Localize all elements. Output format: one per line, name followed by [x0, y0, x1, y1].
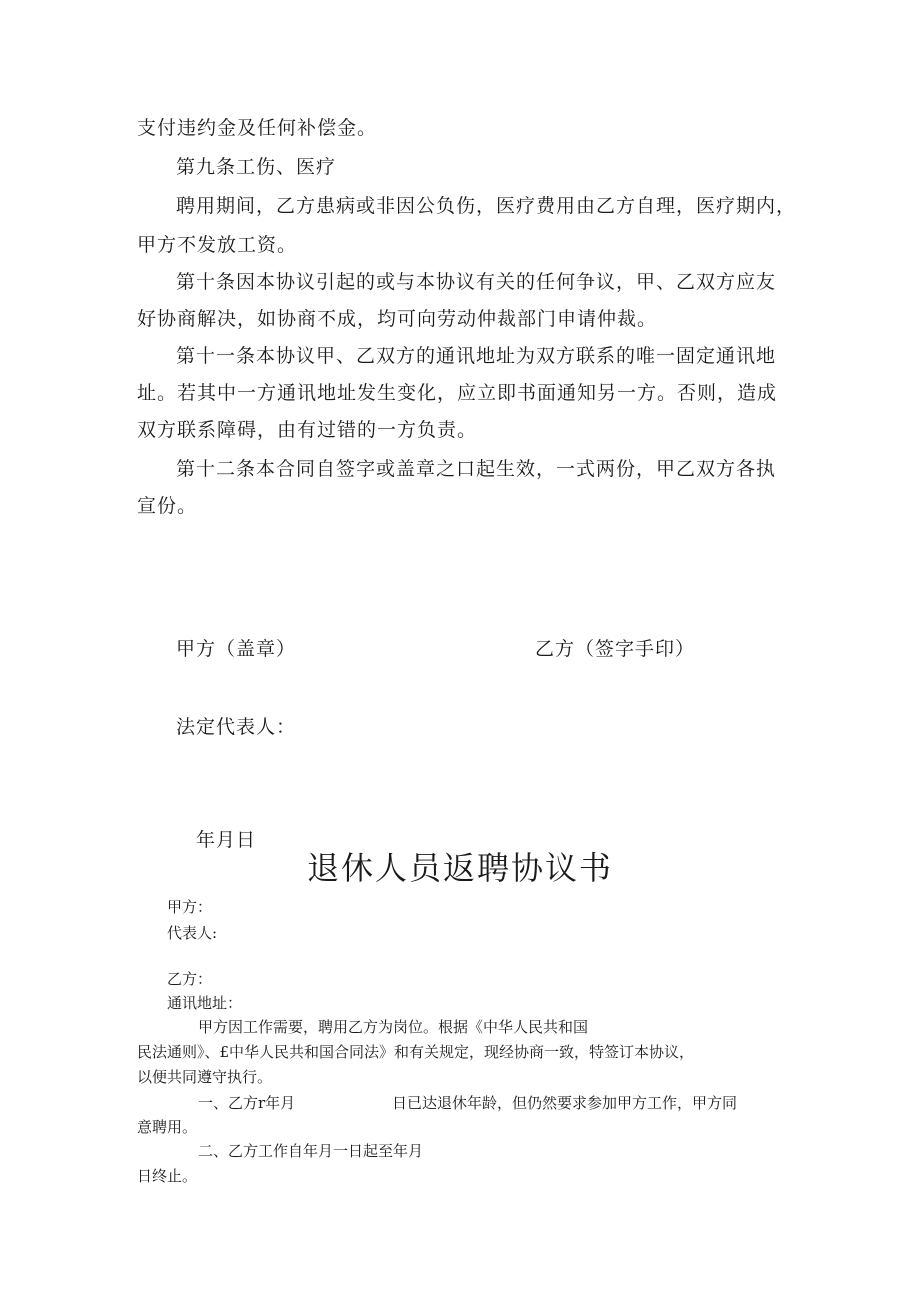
legal-representative-label: 法定代表人：	[176, 716, 297, 738]
date-label: 年月日	[196, 829, 257, 851]
clause-text-line: 址。若其中一方通讯地址发生变化，应立即书面通知另一方。否则，造成	[137, 382, 778, 404]
agreement-text-line: 日终止。	[137, 1167, 198, 1185]
clause-text-line: 甲方不发放工资。	[137, 234, 298, 256]
clause-text-line: 双方联系障碍，由有过错的一方负责。	[137, 419, 478, 441]
clause-text-line: 第十条因本协议引起的或与本协议有关的任何争议，甲、乙双方应友	[176, 271, 777, 293]
clause-text-line: 聘用期间，乙方患病或非因公负伤，医疗费用由乙方自理，医疗期内，	[176, 195, 797, 217]
agreement-text-line: 民法通则》、£中华人民共和国合同法》和有关规定，现经协商一致，特签订本协议，	[137, 1043, 695, 1061]
agreement-text-line: 甲方因工作需要，聘用乙方为岗位。根据《中华人民共和国	[198, 1018, 589, 1036]
clause-text-line: 支付违约金及任何补偿金。	[137, 117, 378, 139]
agreement-text-line: 意聘用。	[137, 1118, 198, 1136]
agreement-text-line: 以便共同遵守执行。	[137, 1068, 273, 1086]
clause-text-line: 第十一条本协议甲、乙双方的通讯地址为双方联系的唯一固定通讯地	[176, 345, 777, 367]
agreement-text-line: 日已达退休年龄，但仍然要求参加甲方工作，甲方同	[392, 1094, 738, 1112]
agreement-title: 退休人员返聘协议书	[307, 849, 614, 887]
clause-text-line: 宣份。	[137, 495, 198, 517]
agreement-text-line: 二、乙方工作自年月一日起至年月	[198, 1142, 424, 1160]
agreement-text-line: 一、乙方r年月	[198, 1094, 296, 1112]
clause-heading: 第九条工伤、医疗	[176, 156, 337, 178]
clause-text-line: 第十二条本合同自签字或盖章之口起生效，一式两份，甲乙双方各执	[176, 458, 777, 480]
party-a-label: 甲方：	[167, 898, 213, 916]
clause-text-line: 好协商解决，如协商不成，均可向劳动仲裁部门申请仲裁。	[137, 308, 658, 330]
party-b-sign-label: 乙方（签字手印）	[535, 638, 696, 660]
representative-label: 代表人:	[167, 924, 218, 942]
party-b-label: 乙方：	[167, 970, 213, 988]
address-label: 通讯地址：	[167, 994, 243, 1012]
party-a-seal-label: 甲方（盖章）	[176, 638, 297, 660]
